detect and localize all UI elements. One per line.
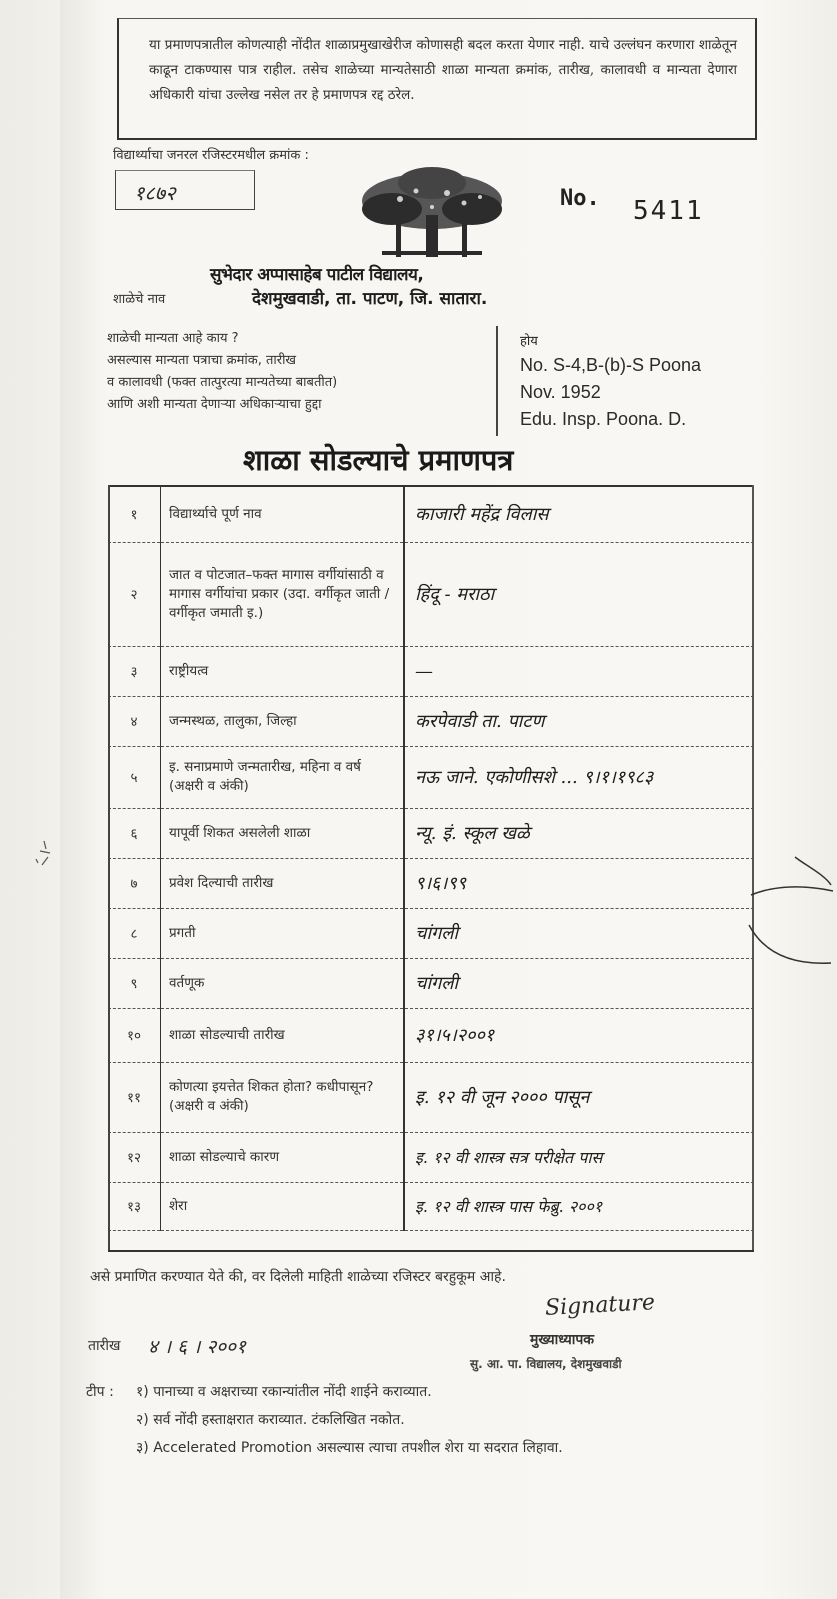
row-label: विद्यार्थ्याचे पूर्ण नाव bbox=[161, 486, 405, 542]
row-label: इ. सनाप्रमाणे जन्मतारीख, महिना व वर्ष (अक्षरी व अंकी) bbox=[161, 746, 405, 808]
row-value: न्यू. इं. स्कूल खळे bbox=[404, 808, 754, 858]
row-number: ३ bbox=[108, 646, 161, 696]
row-value: हिंदू - मराठा bbox=[404, 542, 754, 646]
table-row bbox=[108, 486, 754, 542]
table-row bbox=[108, 1008, 754, 1062]
row-label: शाळा सोडल्याचे कारण bbox=[161, 1132, 405, 1182]
note-item bbox=[86, 1406, 563, 1434]
row-value: ९।६।९९ bbox=[404, 858, 754, 908]
row-label: जात व पोटजात–फक्त मागास वर्गीयांसाठी व मागास वर्गीयांचा प्रकार (उदा. वर्गीकृत जाती / वर्गीकृत जमाती इ.) bbox=[161, 542, 405, 646]
row-label: कोणत्या इयत्तेत शिकत होता? कधीपासून? (अक्षरी व अंकी) bbox=[161, 1062, 405, 1132]
row-value: — bbox=[404, 646, 754, 696]
row-number: ७ bbox=[108, 858, 161, 908]
row-value: नऊ जाने. एकोणीसशे ... ९।१।१९८३ bbox=[404, 746, 754, 808]
notice-text: या प्रमाणपत्रातील कोणत्याही नोंदीत शाळाप्रमुखाखेरीज कोणासही बदल करता येणार नाही. याचे उल्लंघन करणारा शाळेतून काढून टाकण्यास पात्र राहील. तसेच शाळेच्या मान्यतेसाठी शाळा मान्यता क्रमांक, तारीख, कालावधी व मान्यता देणारा अधिकारी यांचा उल्लेख नसेल तर हे प्रमाणपत्र रद्द ठरेल. bbox=[149, 37, 737, 103]
table-row bbox=[108, 746, 754, 808]
row-number: ८ bbox=[108, 908, 161, 958]
notes-prefix: टीप : bbox=[86, 1384, 114, 1400]
row-value: इ. १२ वी जून २००० पासून bbox=[404, 1062, 754, 1132]
table-row bbox=[108, 808, 754, 858]
table-row bbox=[108, 542, 754, 646]
certificate-number-label: No. bbox=[560, 186, 600, 211]
recognition-question-line: व कालावधी (फक्त तात्पुरत्या मान्यतेच्या बाबतीत) bbox=[107, 375, 338, 390]
row-value: इ. १२ वी शास्त्र सत्र परीक्षेत पास bbox=[404, 1132, 754, 1182]
row-label: प्रवेश दिल्याची तारीख bbox=[161, 858, 405, 908]
row-label: यापूर्वी शिकत असलेली शाळा bbox=[161, 808, 405, 858]
school-stamp-address: देशमुखवाडी, ता. पाटण, जि. सातारा. bbox=[252, 289, 488, 309]
row-value: काजारी महेंद्र विलास bbox=[404, 486, 754, 542]
table-row bbox=[108, 1132, 754, 1182]
notice-box bbox=[117, 18, 757, 140]
date-value: ४ । ६ । २००१ bbox=[148, 1336, 246, 1358]
row-value: ३१।५।२००१ bbox=[404, 1008, 754, 1062]
row-label: जन्मस्थळ, तालुका, जिल्हा bbox=[161, 696, 405, 746]
note-item bbox=[86, 1434, 563, 1462]
note-index: २) bbox=[136, 1412, 149, 1428]
date-label: तारीख bbox=[88, 1338, 121, 1354]
recognition-questions bbox=[107, 328, 477, 416]
register-number-box bbox=[115, 170, 255, 210]
certificate-number: 5411 bbox=[633, 196, 704, 226]
school-name-label: शाळेचे नाव bbox=[113, 292, 166, 307]
note-text: पानाच्या व अक्षराच्या रकान्यांतील नोंदी शाईने कराव्यात. bbox=[153, 1384, 432, 1400]
table-row bbox=[108, 908, 754, 958]
note-index: ३) bbox=[136, 1440, 149, 1456]
row-number: १२ bbox=[108, 1132, 161, 1182]
page-edge bbox=[0, 0, 60, 1599]
note-text: Accelerated Promotion असल्यास त्याचा तपशील शेरा या सदरात लिहावा. bbox=[153, 1440, 563, 1456]
recognition-answer: होय bbox=[520, 334, 538, 349]
page-title: शाळा सोडल्याचे प्रमाणपत्र bbox=[243, 443, 514, 477]
table-row bbox=[108, 1182, 754, 1230]
row-value: इ. १२ वी शास्त्र पास फेब्रु. २००१ bbox=[404, 1182, 754, 1230]
row-label: वर्तणूक bbox=[161, 958, 405, 1008]
table-left-border bbox=[108, 485, 110, 1251]
margin-dots bbox=[28, 835, 68, 875]
row-number: ६ bbox=[108, 808, 161, 858]
recognition-question-line: आणि अशी मान्यता देणाऱ्या अधिकाऱ्याचा हुद्दा bbox=[107, 397, 322, 412]
row-number: १० bbox=[108, 1008, 161, 1062]
row-number: १ bbox=[108, 486, 161, 542]
row-number: ५ bbox=[108, 746, 161, 808]
row-number: ९ bbox=[108, 958, 161, 1008]
register-number: १८७२ bbox=[134, 181, 176, 205]
notes-section bbox=[86, 1378, 563, 1462]
recognition-divider bbox=[496, 326, 498, 436]
note-index: १) bbox=[136, 1384, 149, 1400]
row-label: शेरा bbox=[161, 1182, 405, 1230]
table-row bbox=[108, 858, 754, 908]
row-number: ११ bbox=[108, 1062, 161, 1132]
headmaster-seal: मुख्याध्यापक bbox=[530, 1332, 595, 1348]
note-text: सर्व नोंदी हस्ताक्षरात कराव्यात. टंकलिखित नकोत. bbox=[153, 1412, 405, 1428]
table-row bbox=[108, 958, 754, 1008]
leaving-certificate-table bbox=[108, 485, 754, 1231]
table-row bbox=[108, 696, 754, 746]
note-item bbox=[86, 1378, 563, 1406]
certification-statement: असे प्रमाणित करण्यात येते की, वर दिलेली माहिती शाळेच्या रजिस्टर बरहुकूम आहे. bbox=[90, 1269, 506, 1285]
recognition-details bbox=[520, 352, 701, 433]
row-value: चांगली bbox=[404, 908, 754, 958]
row-number: ४ bbox=[108, 696, 161, 746]
recognition-question-line: असल्यास मान्यता पत्राचा क्रमांक, तारीख bbox=[107, 353, 297, 368]
headmaster-signature: Signature bbox=[544, 1290, 656, 1321]
row-label: प्रगती bbox=[161, 908, 405, 958]
recognition-authority: Edu. Insp. Poona. D. bbox=[520, 409, 687, 429]
register-label: विद्यार्थ्याचा जनरल रजिस्टरमधील क्रमांक : bbox=[113, 148, 309, 163]
row-number: २ bbox=[108, 542, 161, 646]
margin-scribble bbox=[745, 855, 835, 975]
recognition-date: Nov. 1952 bbox=[520, 382, 601, 402]
row-label: राष्ट्रीयत्व bbox=[161, 646, 405, 696]
headmaster-seal-school: सु. आ. पा. विद्यालय, देशमुखवाडी bbox=[470, 1357, 622, 1371]
recognition-question-line: शाळेची मान्यता आहे काय ? bbox=[107, 331, 239, 346]
table-bottom-border bbox=[108, 1250, 754, 1252]
recognition-letter-no: No. S-4,B-(b)-S Poona bbox=[520, 355, 702, 375]
tree-emblem-icon bbox=[352, 163, 512, 263]
table-row bbox=[108, 1062, 754, 1132]
row-value: चांगली bbox=[404, 958, 754, 1008]
table-row bbox=[108, 646, 754, 696]
school-stamp-name: सुभेदार अप्पासाहेब पाटील विद्यालय, bbox=[210, 265, 424, 285]
row-value: करपेवाडी ता. पाटण bbox=[404, 696, 754, 746]
row-label: शाळा सोडल्याची तारीख bbox=[161, 1008, 405, 1062]
row-number: १३ bbox=[108, 1182, 161, 1230]
